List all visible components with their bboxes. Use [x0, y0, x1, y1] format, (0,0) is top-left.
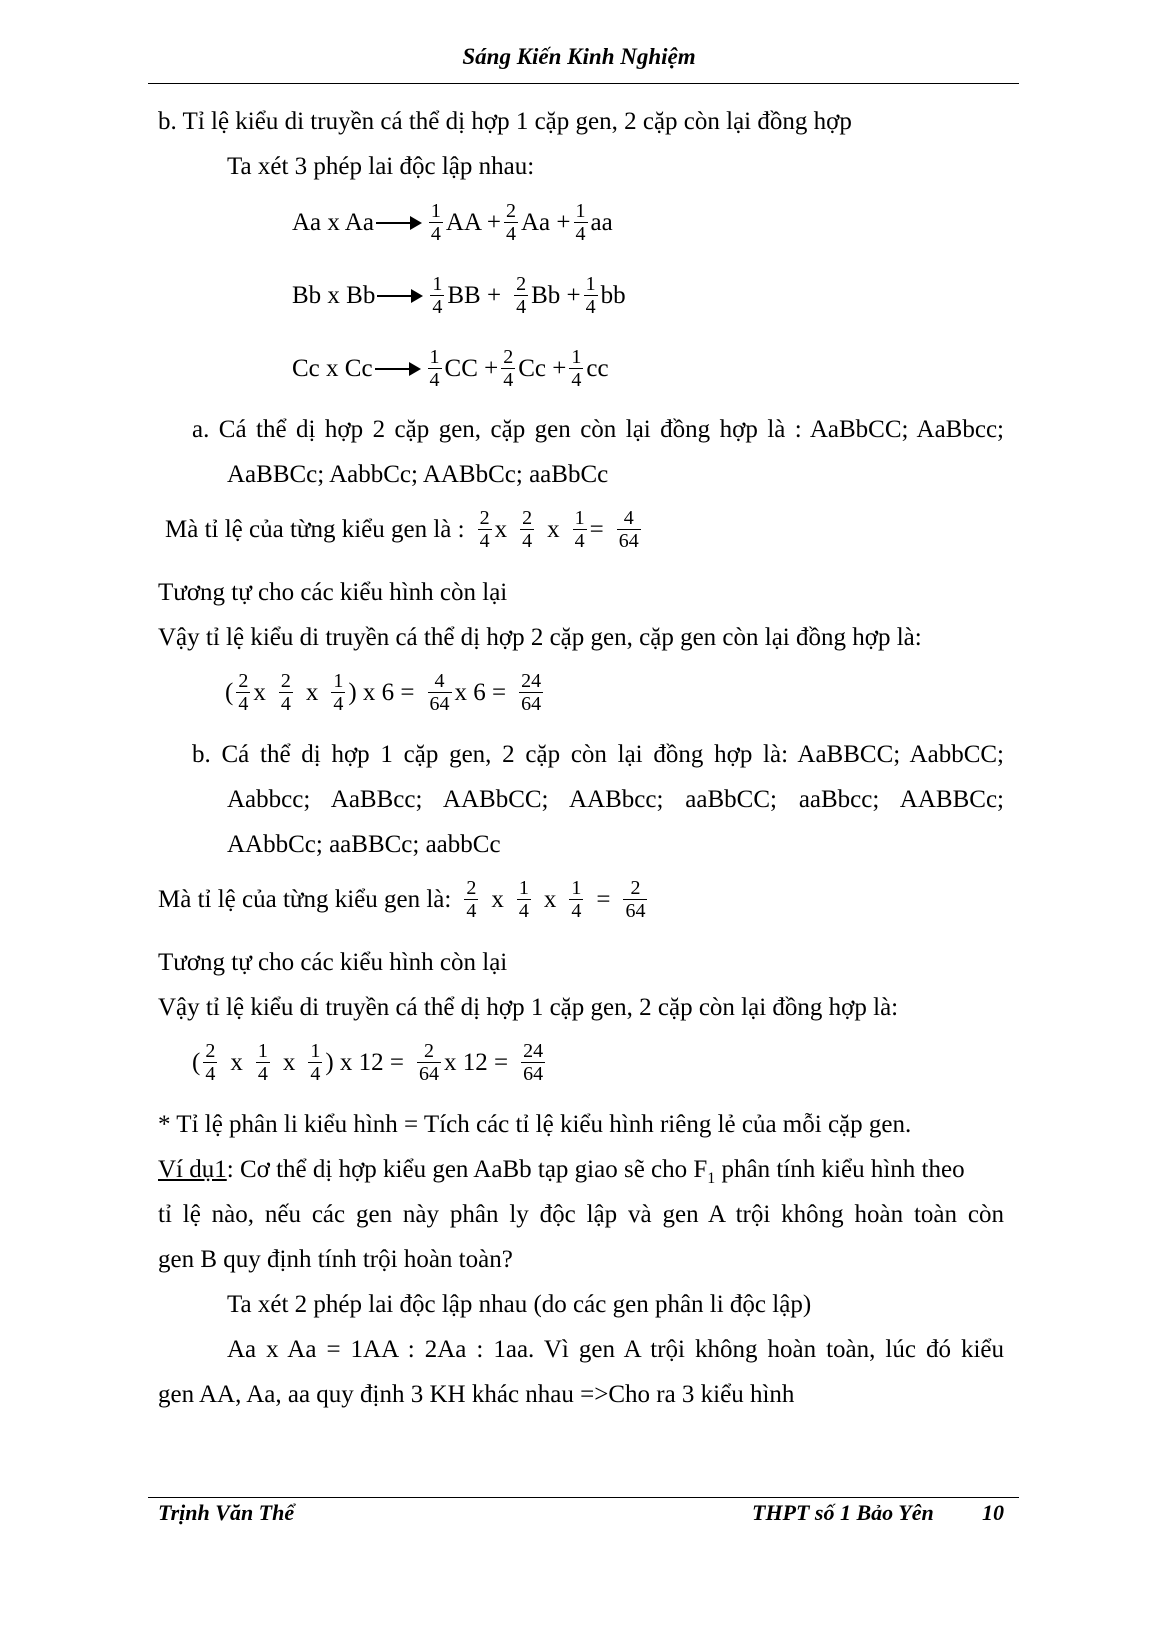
term: Cc + [518, 354, 567, 382]
fraction: $\frac{2}{4}$ [238, 670, 249, 715]
item-b-line3: AAbbCc; aaBBCc; aabbCc [227, 831, 501, 858]
fraction: $\frac{2}{4}$ [205, 1040, 216, 1085]
ratio-a-equation: Mà tỉ lệ của từng kiểu gen là : $\frac{2}{4}$ x $\frac{2}{4}$ x $\frac{1}{4}$ = $\frac{4}{64}$ [165, 507, 639, 552]
term: AA + [445, 208, 501, 236]
fraction: $\frac{2}{4}$ [522, 507, 533, 552]
section-b-title: b. Tỉ lệ kiểu di truyền cá thể dị hợp 1 cặp gen, 2 cặp còn lại đồng hợp [158, 108, 852, 135]
cross-equation-bb [292, 273, 626, 318]
fraction: $\frac{1}{4}$ [571, 346, 582, 391]
ratio-a-label: Mà tỉ lệ của từng kiểu gen là : [165, 515, 465, 543]
fraction: $\frac{1}{4}$ [310, 1040, 321, 1085]
arrow-icon [375, 368, 419, 370]
fraction: $\frac{1}{4}$ [585, 273, 596, 318]
term: Aa + [521, 208, 571, 236]
footer-author: Trịnh Văn Thể [158, 1500, 295, 1525]
example-line3: gen B quy định tính trội hoàn toàn? [158, 1246, 513, 1273]
ratio-b-label: Mà tỉ lệ của từng kiểu gen là: [158, 885, 452, 913]
conclusion-b: Vậy tỉ lệ kiểu di truyền cá thể dị hợp 1 cặp gen, 2 cặp còn lại đồng hợp là: [158, 994, 899, 1021]
ratio-b-equation: Mà tỉ lệ của từng kiểu gen là: $\frac{2}{4}$ x $\frac{1}{4}$ x $\frac{1}{4}$ = $\frac{2}{64}$ [158, 877, 646, 922]
fraction: $\frac{4}{64}$ [429, 670, 450, 715]
item-a-line1: a. Cá thể dị hợp 2 cặp gen, cặp gen còn lại đồng hợp là : AaBbCC; AaBbcc; [192, 416, 1004, 443]
fraction: $\frac{1}{4}$ [430, 200, 441, 245]
fraction: $\frac{2}{4}$ [280, 670, 291, 715]
fraction: $\frac{24}{64}$ [521, 670, 542, 715]
fraction: $\frac{1}{4}$ [571, 877, 582, 922]
cross-equation-aa [292, 200, 613, 245]
fraction: $\frac{1}{4}$ [574, 507, 585, 552]
arrow-icon [376, 222, 420, 224]
term: aa [590, 208, 613, 236]
item-b-line2: Aabbcc; AaBBcc; AABbCC; AABbcc; aaBbCC; aaBbcc; AABBCc; [227, 786, 1004, 813]
cross-lhs: Aa x Aa [292, 208, 374, 236]
fraction: $\frac{4}{64}$ [618, 507, 639, 552]
example-label: Ví dụ1 [158, 1156, 227, 1183]
header-rule [148, 83, 1019, 84]
footer-rule [148, 1497, 1019, 1498]
example-cross-line1: Aa x Aa = 1AA : 2Aa : 1aa. Vì gen A trội không hoàn toàn, lúc đó kiểu [227, 1336, 1004, 1363]
fraction: $\frac{2}{64}$ [419, 1040, 440, 1085]
page-number: 10 [982, 1500, 1004, 1525]
footer-school: THPT số 1 Bảo Yên [752, 1500, 934, 1525]
fraction: $\frac{24}{64}$ [523, 1040, 544, 1085]
formula-b: ( $\frac{2}{4}$ x $\frac{1}{4}$ x $\frac{1}{4}$ ) x 12 = $\frac{2}{64}$ x 12 = $\frac{24}{64}$ [192, 1040, 544, 1085]
fraction: $\frac{1}{4}$ [429, 346, 440, 391]
fraction: $\frac{2}{4}$ [479, 507, 490, 552]
similar-text-2: Tương tự cho các kiểu hình còn lại [158, 949, 508, 976]
term: cc [586, 354, 609, 382]
arrow-icon [377, 295, 421, 297]
term: Bb + [531, 281, 581, 309]
item-b-line1: b. Cá thể dị hợp 1 cặp gen, 2 cặp còn lại đồng hợp là: AaBBCC; AabbCC; [192, 741, 1004, 768]
formula-a: ( $\frac{2}{4}$ x $\frac{2}{4}$ x $\frac{1}{4}$ ) x 6 = $\frac{4}{64}$ x 6 = $\frac{24}{64}$ [225, 670, 542, 715]
example-intro: Ta xét 2 phép lai độc lập nhau (do các gen phân li độc lập) [227, 1291, 812, 1318]
fraction: $\frac{1}{4}$ [432, 273, 443, 318]
fraction: $\frac{2}{4}$ [503, 346, 514, 391]
fraction: $\frac{2}{64}$ [625, 877, 646, 922]
item-a-line2: AaBBCc; AabbCc; AABbCc; aaBbCc [227, 461, 609, 488]
example-cross-line2: gen AA, Aa, aa quy định 3 KH khác nhau =>Cho ra 3 kiểu hình [158, 1381, 795, 1408]
fraction: $\frac{1}{4}$ [257, 1040, 268, 1085]
term: CC + [444, 354, 499, 382]
example-line2: tỉ lệ nào, nếu các gen này phân ly độc lập và gen A trội không hoàn toàn còn [158, 1201, 1004, 1228]
example-line1: Ví dụ1: Cơ thể dị hợp kiểu gen AaBb tạp giao sẽ cho $F_1$ phân tính kiểu hình theo [158, 1156, 965, 1187]
fraction: $\frac{2}{4}$ [506, 200, 516, 245]
fraction: $\frac{1}{4}$ [518, 877, 529, 922]
cross-equation-cc [292, 346, 609, 391]
cross-lhs: Bb x Bb [292, 281, 376, 309]
term: BB + [447, 281, 502, 309]
similar-text-1: Tương tự cho các kiểu hình còn lại [158, 579, 508, 606]
fraction: $\frac{2}{4}$ [466, 877, 477, 922]
cross-intro: Ta xét 3 phép lai độc lập nhau: [227, 153, 535, 180]
page-header-title: Sáng Kiến Kinh Nghiệm [462, 44, 696, 69]
rule-star: * Tỉ lệ phân li kiểu hình = Tích các tỉ lệ kiểu hình riêng lẻ của mỗi cặp gen. [158, 1111, 912, 1138]
term: bb [600, 281, 626, 309]
fraction: $\frac{2}{4}$ [516, 273, 527, 318]
fraction: $\frac{1}{4}$ [333, 670, 344, 715]
fraction: $\frac{1}{4}$ [575, 200, 586, 245]
conclusion-a: Vậy tỉ lệ kiểu di truyền cá thể dị hợp 2 cặp gen, cặp gen còn lại đồng hợp là: [158, 624, 922, 651]
cross-lhs: Cc x Cc [292, 354, 373, 382]
